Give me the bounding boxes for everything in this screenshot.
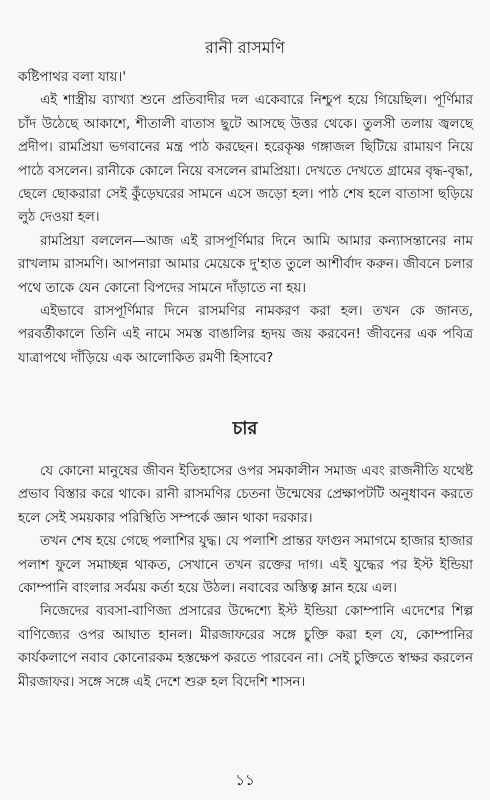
- section-one-text: [18, 66, 473, 370]
- paragraph: এইভাবে রাসপূর্ণিমার দিনে রাসমণির নামকরণ করা হল। তখন কে জানত, পরবর্তীকালে তিনি এই নামে সমস্ত বাঙালির হৃদয় জয় করবেন! জীবনের এক পবিত্র যাত্রাপথে দাঁড়িয়ে এক আলোকিত রমণী হিসাবে?: [18, 304, 473, 366]
- paragraph: এই শাস্ত্রীয় ব্যাখ্যা শুনে প্রতিবাদীর দল একেবারে নিশ্চুপ হয়ে গিয়েছিল। পূর্ণিমার চাঁদ উঠেছে আকাশে, শীতালী বাতাস ছুটে আসছে উত্তর থেকে। তুলসী তলায় জ্বলছে প্রদীপ। রামপ্রিয়া ভগবানের মন্ত্র পাঠ করছেন। হরেকৃষ্ণ গঙ্গাজল ছিটিয়ে রামায়ণ নিয়ে পাঠে বসলেন। রানীকে কোলে নিয়ে বসলেন রামপ্রিয়া। দেখতে দেখতে গ্রামের বৃদ্ধ-বৃদ্ধা, ছেলে ছোকরারা সেই কুঁড়েঘরের সামনে এসে জড়ো হল। পাঠ শেষ হলে বাতাসা ছড়িয়ে লুঠ দেওয়া হল।: [18, 93, 473, 226]
- section-two-text: [18, 460, 473, 694]
- paragraph: যে কোনো মানুষের জীবন ইতিহাসের ওপর সমকালীন সমাজ এবং রাজনীতি যথেষ্ট প্রভাব বিস্তার করে থাকে। রানী রাসমণির চেতনা উন্মেষের প্রেক্ষাপটটি অনুধাবন করতে হলে সেই সময়কার পরিস্থিতি সম্পর্কে জ্ঞান থাকা দরকার।: [18, 464, 473, 526]
- paragraph: নিজেদের ব্যবসা-বাণিজ্য প্রসারের উদ্দেশ্যে ইস্ট ইন্ডিয়া কোম্পানি এদেশের শিল্প বাণিজ্যের ওপর আঘাত হানল। মীরজাফরের সঙ্গে চুক্তি করা হল যে, কোম্পানির কার্যকলাপে নবাব কোনোরকম হস্তক্ষেপ করতে পারবেন না। সেই চুক্তিতে স্বাক্ষর করলেন মীরজাফর। সঙ্গে সঙ্গে এই দেশে শুরু হল বিদেশি শাসন।: [18, 604, 473, 690]
- paragraph: রামপ্রিয়া বললেন—আজ এই রাসপূর্ণিমার দিনে আমি আমার কন্যাসন্তানের নাম রাখলাম রাসমণি। আপনারা আমার মেয়েকে দু'হাত তুলে আশীর্বাদ করুন। জীবনে চলার পথে তাকে যেন কোনো বিপদের সামনে দাঁড়াতে না হয়।: [18, 233, 473, 296]
- chapter-title: চার: [232, 418, 258, 439]
- page-number: ১১: [235, 771, 255, 789]
- paragraph: কষ্টিপাথর বলা যায়।': [18, 70, 127, 85]
- paragraph: তখন শেষ হয়ে গেছে পলাশির যুদ্ধ। যে পলাশি প্রান্তর ফাগুন সমাগমে হাজার হাজার পলাশ ফুলে সমাচ্ছন্ন থাকত, সেখানে তখন রক্তের দাগ। এই যুদ্ধের পর ইস্ট ইন্ডিয়া কোম্পানি বাংলার সর্বময় কর্তা হয়ে উঠল। নবাবের অস্তিত্ব ম্লান হয়ে এল।: [18, 534, 473, 597]
- running-header: রানী রাসমণি: [205, 38, 285, 57]
